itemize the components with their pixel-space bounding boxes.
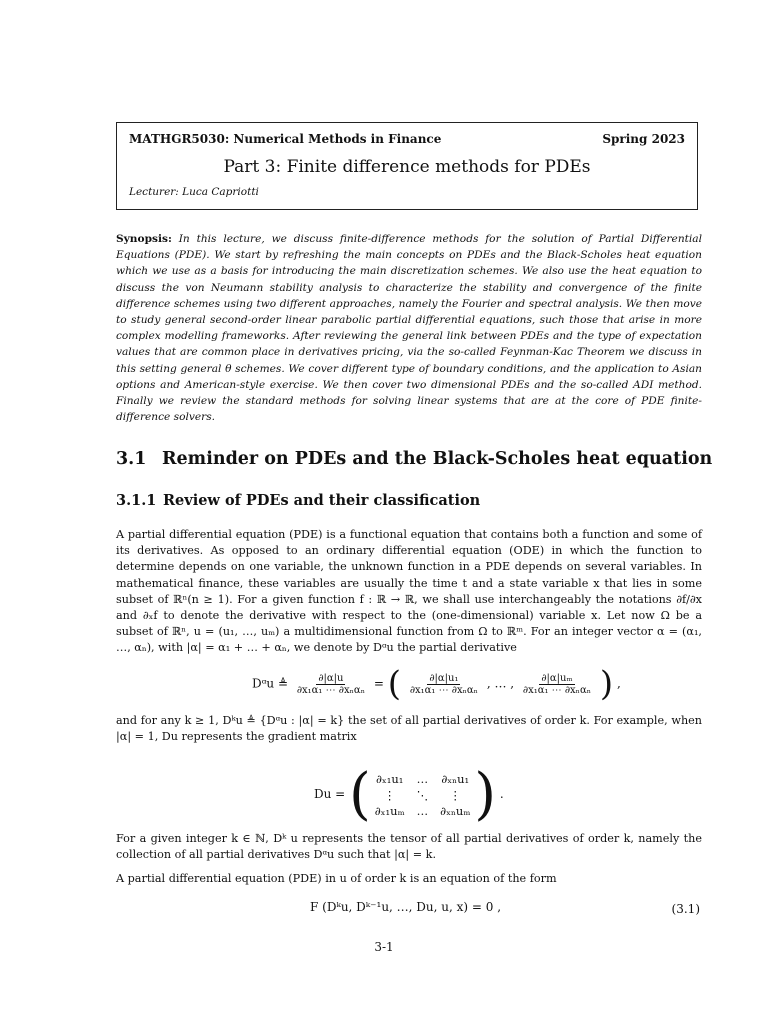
section-title: Reminder on PDEs and the Black-Scholes heat equation bbox=[162, 449, 713, 469]
matrix-cell: … bbox=[416, 803, 429, 818]
matrix-cell: ⋮ bbox=[449, 787, 461, 802]
paragraph-gradient: and for any k ≥ 1, Dᵏu ≜ {Dᵅu : |α| = k} the set of all partial derivatives of order k. For example, when |α| = 1, Du represents the gradient matrix bbox=[116, 714, 702, 744]
synopsis-label: Synopsis bbox=[116, 233, 168, 245]
course-title: MATHGR5030: Numerical Methods in Finance bbox=[129, 132, 442, 146]
eq1-component-m: $\frac{\text{∂|α|uₘ}}{\text{∂x₁α₁ ⋯ ∂xₙαₙ}}$ bbox=[522, 672, 592, 696]
section-heading bbox=[116, 449, 712, 469]
term: Spring 2023 bbox=[602, 132, 685, 146]
section-number: 3.1 bbox=[116, 449, 147, 469]
matrix-cell: … bbox=[416, 771, 429, 786]
matrix-cell: ⋮ bbox=[383, 787, 396, 802]
eq1-component-1: $\frac{\text{∂|α|u₁}}{\text{∂x₁α₁ ⋯ ∂xₙαₙ}}$ bbox=[409, 672, 478, 696]
paragraph-pde-form: A partial differential equation (PDE) in u of order k is an equation of the form bbox=[116, 872, 557, 885]
matrix-cell: ∂ₓₙu₁ bbox=[441, 771, 470, 786]
eq2-lhs: Du = bbox=[314, 787, 346, 801]
eq1-fraction: $\frac{\partial|\alpha|u}{\text{∂x₁α₁ ⋯ ∂xₙαₙ}}$ bbox=[296, 672, 366, 696]
matrix-cell: ∂ₓ₁u₁ bbox=[375, 771, 404, 786]
equation-pde-general-form: F (Dᵏu, Dᵏ⁻¹u, …, Du, u, x) = 0 , bbox=[310, 900, 502, 914]
paragraph-tensor: For a given integer k ∈ ℕ, Dᵏ u represents the tensor of all partial derivatives of order k, namely the collection of all partial derivatives Dᵅu such that |α| = k. bbox=[116, 832, 702, 862]
gradient-matrix bbox=[375, 772, 471, 818]
eq1-lhs: Dᵅu ≜ bbox=[252, 676, 289, 691]
lecturer: Lecturer: Luca Capriotti bbox=[129, 186, 259, 198]
equation-number: (3.1) bbox=[671, 902, 700, 916]
synopsis: Synopsis: In this lecture, we discuss finite-difference methods for the solution of Partial Differential Equations (PDE). We start by refreshing the main concepts on PDEs and the Black-Scholes heat equation which we use as a basis for introducing the main discretization schemes. We also use the heat equation to discuss the von Neumann stability analysis to characterize the stability and convergence of the finite difference schemes using two different approaches, namely the Fourier and spectral analysis. We then move to study general second-order linear parabolic partial differential equations, such those that arise in more complex modelling frameworks. After reviewing the general link between PDEs and the type of expectation values that are common place in derivatives pricing, via the so-called Feynman-Kac Theorem we discuss in this setting general θ schemes. We cover different type of boundary conditions, and the application to Asian options and American-style exercise. We then cover two dimensional PDEs and the so-called ADI method. Finally we review the standard methods for solving linear systems that are at the core of PDE finite-difference solvers. bbox=[116, 233, 702, 424]
matrix-cell: ∂ₓₙuₘ bbox=[440, 803, 471, 818]
lecture-header-box bbox=[116, 122, 698, 210]
part-title: Part 3: Finite difference methods for PDEs bbox=[223, 157, 591, 177]
page-number: 3-1 bbox=[374, 940, 394, 954]
synopsis-text: In this lecture, we discuss finite-difference methods for the solution of Partial Differential Equations (PDE). We start by refreshing the main concepts on PDEs and the Black-Scholes heat equation which we use as a basis for introducing the main discretization schemes. We also use the heat equation to discuss the von Neumann stability analysis to characterize the stability and convergence of the finite difference schemes using two different approaches, namely the Fourier and spectral analysis. We then move to study general second-order linear parabolic partial differential equations, such those that arise in more complex modelling frameworks. After reviewing the general link between PDEs and the type of expectation values that are common place in derivatives pricing, via the so-called Feynman-Kac Theorem we discuss in this setting general θ schemes. We cover different type of boundary conditions, and the application to Asian options and American-style exercise. We then cover two dimensional PDEs and the so-called ADI method. Finally we review the standard methods for solving linear systems that are at the core of PDE finite-difference solvers. bbox=[116, 233, 702, 424]
subsection-number: 3.1.1 bbox=[116, 492, 157, 509]
matrix-cell: ⋱ bbox=[416, 787, 429, 802]
subsection-heading bbox=[116, 492, 480, 509]
subsection-title: Review of PDEs and their classification bbox=[163, 492, 481, 509]
equation-partial-derivative: Dᵅu ≜ $\frac{\partial|\alpha|u}{\text{∂x₁α₁ ⋯ ∂xₙαₙ}}$ = ( $\frac{\text{∂|α|u₁}}{\text{∂x₁α₁ ⋯ ∂xₙαₙ}}$ , … , $\frac{\text{∂|α|uₘ}}{\text{∂x₁α₁ ⋯ ∂xₙαₙ}}$ ) , bbox=[252, 664, 621, 704]
matrix-cell: ∂ₓ₁uₘ bbox=[374, 803, 405, 818]
paragraph-pde-definition: A partial differential equation (PDE) is a functional equation that contains both a function and some of its derivatives. As opposed to an ordinary differential equation (ODE) in which the function to determine depends on one variable, the unknown function in a PDE depends on several variables. In mathematical finance, these variables are usually the time t and a state variable x that lies in some subset of ℝⁿ(n ≥ 1). For a given function f : ℝ → ℝ, we shall use interchangeably the notations ∂f/∂x and ∂ₓf to denote the derivative with respect to the (one-dimensional) variable x. Let now Ω be a subset of ℝⁿ, u = (u₁, …, uₘ) a multidimensional function from Ω to ℝᵐ. For an integer vector α = (α₁, …, αₙ), with |α| = α₁ + … + αₙ, we denote by Dᵅu the partial derivative bbox=[116, 528, 702, 655]
equation-gradient-matrix: Du = ( ∂ₓ₁u₁ … ∂ₓₙu₁ ⋮ ⋱ ⋮ ∂ₓ₁uₘ … ∂ₓₙuₘ ) . bbox=[314, 762, 504, 827]
